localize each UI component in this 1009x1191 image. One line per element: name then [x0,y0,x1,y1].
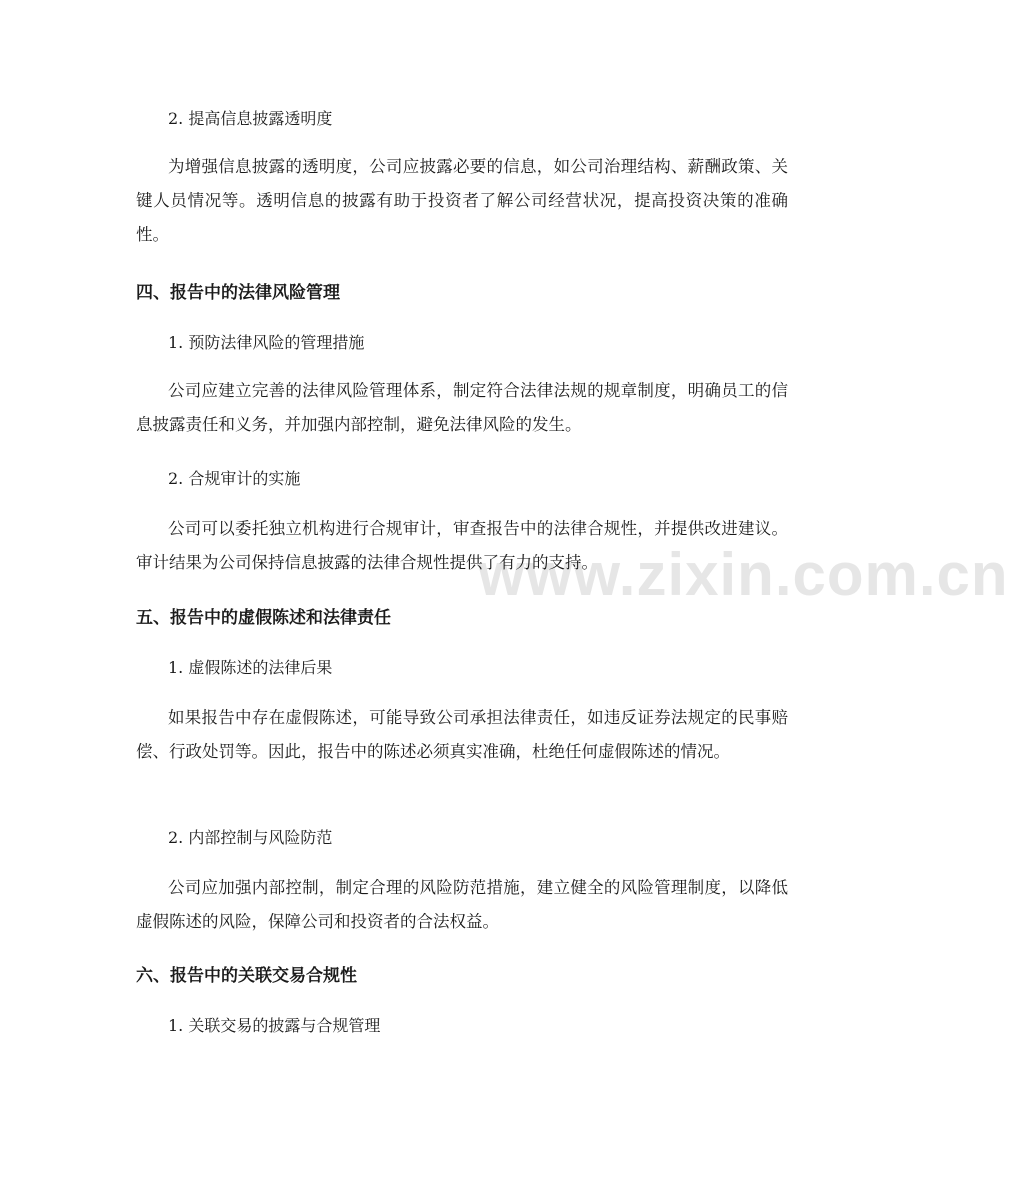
paragraph-internal-control: 公司应加强内部控制，制定合理的风险防范措施，建立健全的风险管理制度，以降低虚假陈述的风险，保障公司和投资者的合法权益。 [136,878,788,931]
subheading-prevent-legal-risk: 1. 预防法律风险的管理措施 [168,333,365,352]
subheading-improve-transparency: 2. 提高信息披露透明度 [168,109,333,128]
watermark: www.zixin.com.cn [478,541,1009,608]
paragraph-compliance-audit: 公司可以委托独立机构进行合规审计，审查报告中的法律合规性，并提供改进建议。审计结果为公司保持信息披露的法律合规性提供了有力的支持。 [136,519,788,572]
section-heading-6: 六、报告中的关联交易合规性 [136,966,357,986]
section-heading-4: 四、报告中的法律风险管理 [136,283,340,303]
subheading-internal-control: 2. 内部控制与风险防范 [168,828,333,847]
subheading-related-transactions: 1. 关联交易的披露与合规管理 [168,1016,381,1035]
paragraph-legal-risk: 公司应建立完善的法律风险管理体系，制定符合法律法规的规章制度，明确员工的信息披露责任和义务，并加强内部控制，避免法律风险的发生。 [136,381,788,434]
paragraph-false-statement: 如果报告中存在虚假陈述，可能导致公司承担法律责任，如违反证券法规定的民事赔偿、行政处罚等。因此，报告中的陈述必须真实准确，杜绝任何虚假陈述的情况。 [136,708,788,761]
section-heading-5: 五、报告中的虚假陈述和法律责任 [136,608,391,628]
subheading-false-statement: 1. 虚假陈述的法律后果 [168,658,333,677]
subheading-compliance-audit: 2. 合规审计的实施 [168,469,301,488]
paragraph-transparency: 为增强信息披露的透明度，公司应披露必要的信息，如公司治理结构、薪酬政策、关键人员情况等。透明信息的披露有助于投资者了解公司经营状况，提高投资决策的准确性。 [136,157,788,244]
